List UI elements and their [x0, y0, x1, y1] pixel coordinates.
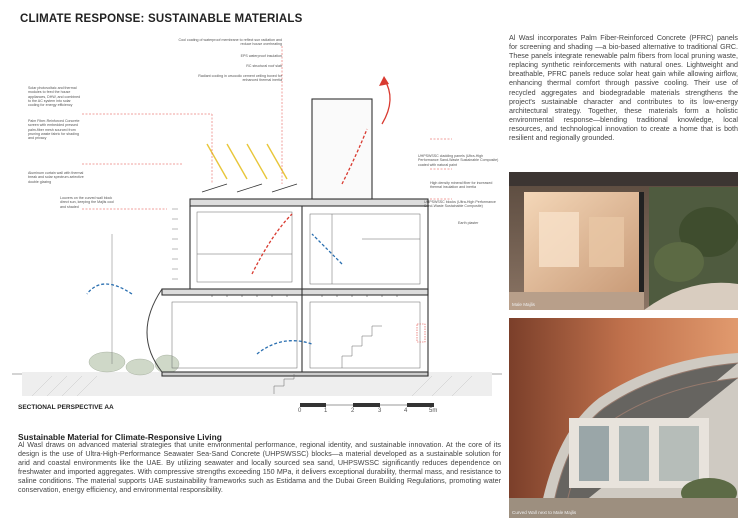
annotation-eps-insulation: EPS waterproof insulation: [240, 54, 282, 58]
caption-male-majlis: Male Majlis: [512, 302, 535, 307]
page-title: CLIMATE RESPONSE: SUSTAINABLE MATERIALS: [20, 13, 303, 25]
scale-tick-2: 2: [351, 408, 355, 414]
curved-wall-photo: [509, 318, 738, 518]
annotation-mineral-fiber: High density mineral fiber for increased thermal insulation and inertia: [430, 181, 493, 190]
annotation-earth-plaster: Earth plaster: [458, 221, 479, 225]
scale-tick-3: 3: [378, 408, 382, 414]
body-heading: Sustainable Material for Climate-Responsive Living: [18, 432, 222, 442]
male-majlis-photo: [509, 172, 738, 310]
annotation-cool-coating: Cool coating of waterproof membrane to reflect sun radiation and reduce house overheating: [178, 38, 282, 47]
annotation-curtain-wall: Aluminum curtain wall with thermal break and solar spectrum-selective double glazing: [28, 171, 84, 184]
annotation-radiant-cooling: Radiant cooling in ursocolic cement ceiling boxed for enhanced thermal inertia: [198, 74, 282, 83]
scale-tick-5: 5m: [429, 408, 438, 414]
caption-curved-wall: Curved Wall next to Male Majlis: [512, 510, 577, 515]
right-column-paragraph: Al Wasl incorporates Palm Fiber-Reinforced Concrete (PFRC) panels for screening and shading —a bio-based alternative to traditional GRC. These panels integrate renewable palm fibers from local pruning waste, replacing synthetic reinforcements with natural ones. Lightweight and breathable, PFRC panels reduce solar heat gain while allowing airflow, enhancing thermal comfort through passive cooling. Their use of recycled aggregates and biodegradable materials strengthens the project's sustainable character and contributes to its low-energy architectural strategy. Together, these materials form a holistic environmental response—blending traditional knowledge, local resources, and technological innovation to create a home that is both resilient and regionally grounded.: [509, 34, 738, 143]
scale-bar: [296, 401, 441, 423]
annotation-louvers: Louvers on the curved wall block direct sun, keeping the Majlis cool and shaded: [60, 196, 114, 209]
section-label: SECTIONAL PERSPECTIVE AA: [18, 404, 114, 411]
annotation-cladding-panels: UHPSWSSC cladding panels (Ultra-High Performance Sand-Waste Sustainable Composite) coated with natural paint: [418, 154, 499, 167]
annotation-uhpswssc-blocks: UHPSWSSC blocks (Ultra-High Performance Sand-Waste Sustainable Composite): [424, 200, 496, 209]
scale-tick-0: 0: [298, 408, 302, 414]
annotation-pfrc-screen: Palm Fiber-Reinforced Concrete screen with embedded pressed palm-fiber mesh sourced from pruning waste fabric for shading and privacy: [28, 119, 80, 141]
scale-tick-4: 4: [404, 408, 408, 414]
scale-tick-1: 1: [324, 408, 328, 414]
annotation-rc-slab: RC structural roof slab: [246, 64, 282, 68]
body-paragraph: Al Wasl draws on advanced material strategies that unite environmental performance, regional identity, and sustainable innovation. At the core of its design is the use of Ultra-High-Performance Seawater Sea-Sand Concrete (UHPSWSSC) blocks—a material developed as a sustainable solution for arid and coastal environments like the UAE. By utilizing seawater and locally sourced sea sand, UHPSWSSC significantly reduces dependence on freshwater and imported aggregates. With compressive strengths exceeding 150 MPa, it delivers exceptional durability, thermal mass, and resistance to saline conditions. The material supports UAE sustainability frameworks such as Estidama and the Dubai Green Building Regulations, promoting water conservation, energy efficiency, and environmental responsibility.: [18, 441, 501, 495]
sectional-perspective-drawing: [12, 34, 502, 414]
annotation-solar-pv: Solar photovoltaic and thermal modules to feed the house appliances, DHW, and combined to the AC system into solar cooling for energy efficiency: [28, 86, 81, 108]
